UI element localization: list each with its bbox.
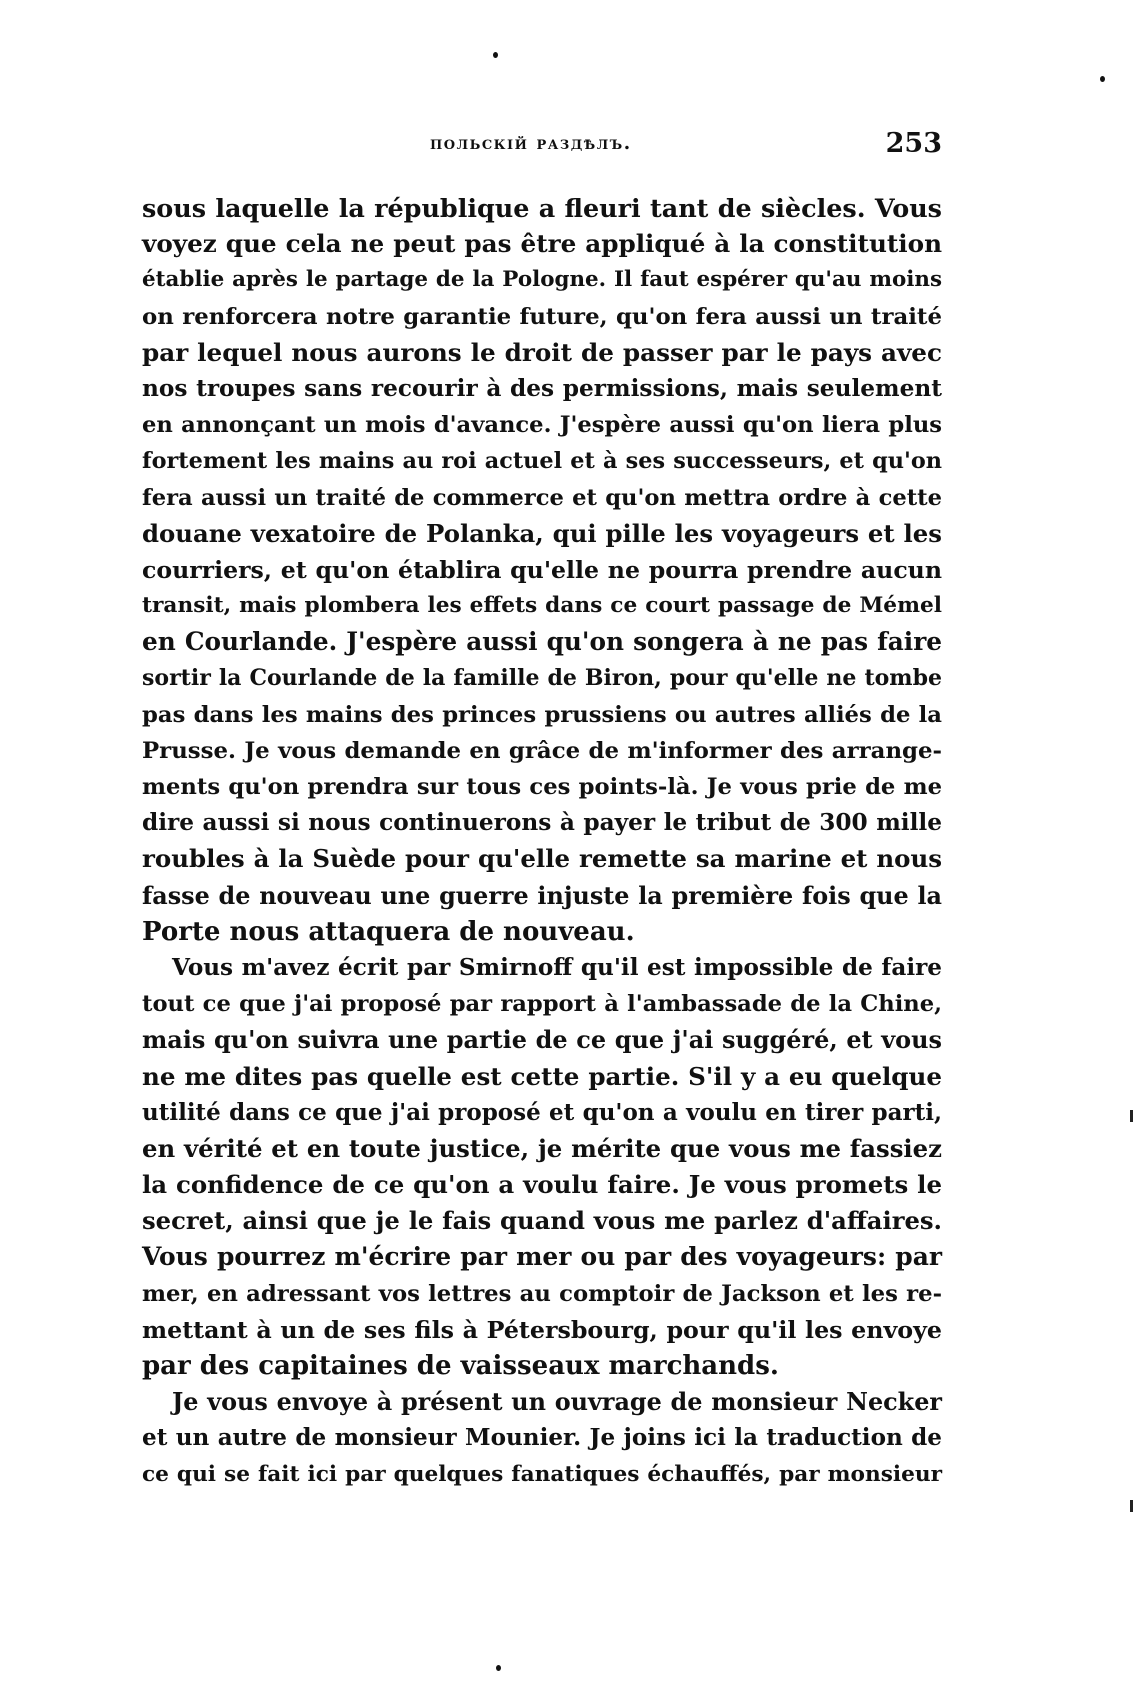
- paragraph-1: [142, 190, 942, 950]
- text-line: mettant à un de ses fils à Pétersbourg, pour qu'il les envoye: [142, 1315, 942, 1344]
- text-line: courriers, et qu'on établira qu'elle ne pourra prendre aucun: [142, 555, 942, 584]
- text-line: par des capitaines de vaisseaux marchands.: [142, 1351, 779, 1381]
- text-line: Je vous envoye à présent un ouvrage de monsieur Necker: [172, 1388, 942, 1417]
- text-line: Porte nous attaquera de nouveau.: [142, 916, 635, 947]
- text-line: et un autre de monsieur Mounier. Je joins ici la traduction de: [142, 1424, 942, 1452]
- text-line: fasse de nouveau une guerre injuste la première fois que la: [142, 881, 942, 910]
- running-head: [142, 128, 942, 172]
- text-line: ce qui se fait ici par quelques fanatiques échauffés, par monsieur: [142, 1461, 942, 1487]
- text-line: douane vexatoire de Polanka, qui pille les voyageurs et les: [142, 518, 942, 548]
- text-line: Vous pourrez m'écrire par mer ou par des voyageurs: par: [142, 1242, 942, 1272]
- text-line: fortement les mains au roi actuel et à ses successeurs, et qu'on: [142, 448, 942, 475]
- text-line: transit, mais plombera les effets dans ce court passage de Mémel: [142, 593, 942, 619]
- text-line: secret, ainsi que je le fais quand vous me parlez d'affaires.: [142, 1206, 942, 1236]
- text-line: en annonçant un mois d'avance. J'espère aussi qu'on liera plus: [142, 412, 942, 439]
- ink-speck: [493, 52, 498, 58]
- running-head-title: польскій раздѣлъ.: [430, 132, 632, 154]
- ink-speck: [496, 1665, 501, 1671]
- edge-mark: [1130, 1500, 1133, 1512]
- text-line: sous laquelle la république a fleuri tant de siècles. Vous: [142, 193, 942, 223]
- text-line: dire aussi si nous continuerons à payer le tribut de 300 mille: [142, 809, 942, 837]
- text-line: nos troupes sans recourir à des permissions, mais seulement: [142, 374, 942, 402]
- text-line: Prusse. Je vous demande en grâce de m'informer des arrange-: [142, 737, 942, 764]
- text-line: on renforcera notre garantie future, qu'on fera aussi un traité: [142, 303, 942, 330]
- text-line: sortir la Courlande de la famille de Biron, pour qu'elle ne tombe: [142, 665, 942, 692]
- body-text: [142, 190, 942, 1493]
- text-line: par lequel nous aurons le droit de passer par le pays avec: [142, 337, 942, 367]
- text-line: pas dans les mains des princes prussiens ou autres alliés de la: [142, 701, 942, 728]
- text-line: utilité dans ce que j'ai proposé et qu'on a voulu en tirer parti,: [142, 1098, 942, 1126]
- text-line: en Courlande. J'espère aussi qu'on songera à ne pas faire: [142, 627, 942, 657]
- text-line: voyez que cela ne peut pas être appliqué à la constitution: [142, 229, 942, 259]
- text-line: fera aussi un traité de commerce et qu'on mettra ordre à cette: [142, 484, 942, 511]
- text-line: établie après le partage de la Pologne. Il faut espérer qu'au moins: [142, 267, 942, 293]
- paragraph-2: [142, 950, 942, 1384]
- text-line: roubles à la Suède pour qu'elle remette sa marine et nous: [142, 844, 942, 874]
- ink-speck: [1100, 76, 1105, 82]
- text-line: la confidence de ce qu'on a voulu faire. Je vous promets le: [142, 1170, 942, 1200]
- text-line: tout ce que j'ai proposé par rapport à l'ambassade de la Chine,: [142, 991, 942, 1018]
- text-line: mais qu'on suivra une partie de ce que j'ai suggéré, et vous: [142, 1026, 942, 1055]
- text-line: en vérité et en toute justice, je mérite que vous me fassiez: [142, 1133, 942, 1163]
- edge-mark: [1130, 1110, 1133, 1122]
- text-line: mer, en adressant vos lettres au comptoir de Jackson et les re-: [142, 1280, 942, 1307]
- text-line: ne me dites pas quelle est cette partie. S'il y a eu quelque: [142, 1061, 942, 1091]
- paragraph-3: [142, 1384, 942, 1493]
- text-line: ments qu'on prendra sur tous ces points-là. Je vous prie de me: [142, 774, 942, 800]
- text-line: Vous m'avez écrit par Smirnoff qu'il est impossible de faire: [172, 953, 942, 981]
- page-number: 253: [885, 128, 942, 159]
